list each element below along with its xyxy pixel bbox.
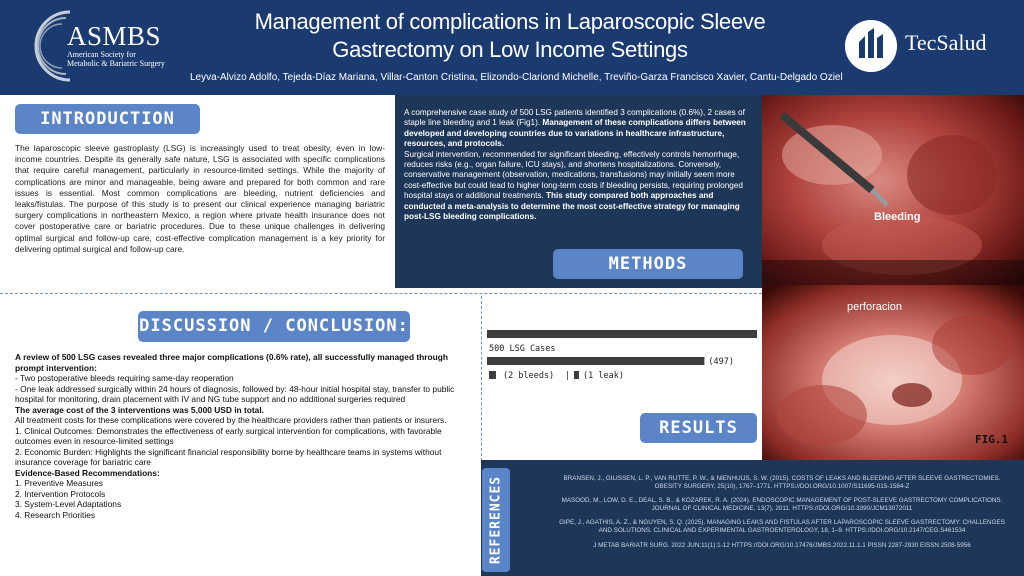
reference-item: MASOOD, M., LOW, D. E., DEAL, S. B., & KOZAREK, R. A. (2024). ENDOSCOPIC MANAGEMENT OF POST-SLEEVE GASTRECTOMY COMPLICATIONS. JOURNAL OF CLINICAL MEDICINE, 13(7), 2011. HTTPS://DOI.ORG/10.3390/JCM13072011 <box>561 497 1003 512</box>
tecsalud-wordmark: TecSalud <box>905 30 987 55</box>
horizontal-divider <box>0 293 762 294</box>
methods-heading: METHODS <box>553 249 743 279</box>
recommendations-heading: Evidence-Based Recommendations: <box>15 467 160 478</box>
tecsalud-emblem-icon <box>845 20 897 72</box>
reference-item: J METAB BARIATR SURG. 2022 JUN;11(1):1-12 HTTPS://DOI.ORG/10.17476/JMBS.2022.11.1.1 PISSN 2287-2930 EISSN 2508-5956 <box>593 541 971 549</box>
recommendation-item: 3. System-Level Adaptations <box>15 499 122 509</box>
introduction-text: The laparoscopic sleeve gastroplasty (LSG) is increasingly used to treat obesity, even in low-income countries. Despite its generally safe nature, LSG is associated with specific complications that require careful management, particularly in resource-limited settings. While the majority of complications are minor and manageable, being aware and prepared for both common and rare issues is essential. Most common complications are bleeding, nutrient deficiencies and leaks/fistulas. The purpose of this study is to present our clinical experience managing bariatric surgery complications in northeastern Mexico, a region where private health insurance does not cover postoperative care or bariatric procedures. Due to these unique challenges in delivering optimal surgical and follow-up care, cost-effective complication management is a key priority for delivering optimal surgical and follow-up care. <box>15 143 385 254</box>
recommendation-item: 4. Research Priorities <box>15 509 96 520</box>
methods-p2-bold: This study compared both approaches and conducted a meta-analysis to determine the most cost-effective strategy for managing post-LSG bleeding complications. <box>404 191 740 222</box>
asmbs-name: ASMBS <box>67 21 162 51</box>
asmbs-line2: Metabolic & Bariatric Surgery <box>67 59 165 68</box>
discussion-heading: DISCUSSION / CONCLUSION: <box>138 311 410 342</box>
discussion-bullet-1: - Two postoperative bleeds requiring same-day reoperation <box>15 373 234 383</box>
bleeding-surgical-photo <box>762 95 1024 285</box>
bleeding-label: Bleeding <box>874 211 921 223</box>
asmbs-wordmark <box>67 22 165 68</box>
discussion-bullet-2: - One leak addressed surgically within 24 hours of diagnosis, followed by: 48-hour initial hospital stay, transfer to public hospital for monitoring, drain placement with IV and NG tube support and no additional surgeries required <box>15 383 455 404</box>
poster-header <box>0 0 1024 95</box>
legend-swatch-leak <box>574 371 579 379</box>
methods-p1: A comprehensive case study of 500 LSG patients identified 3 complications (0.6%), 2 cases of staple line bleeding and 1 leak (Fig1). <box>404 108 745 128</box>
recommendation-item: 1. Preventive Measures <box>15 478 103 488</box>
legend-leak: (1 leak) <box>583 371 624 381</box>
asmbs-line1: American Society for <box>67 50 136 59</box>
chart-title: 500 LSG Cases <box>489 344 556 354</box>
recommendation-item: 2. Intervention Protocols <box>15 488 106 499</box>
bar-uncomplicated <box>487 357 704 365</box>
discussion-body <box>15 352 470 520</box>
reference-item: BRANSEN, J., GILISSEN, L. P., VAN RUTTE, P. W., & NIENHUIJS, S. W. (2015). COSTS OF LEAKS AND BLEEDING AFTER SLEEVE GASTRECTOMIES. OBESITY SURGERY, 25(10), 1767–1771. HTTPS://DOI.ORG/10.1007/S11695-015-1584-Z <box>563 475 1001 490</box>
discussion-lead: A review of 500 LSG cases revealed three major complications (0.6% rate), all successfully managed through prompt intervention: <box>15 352 449 373</box>
methods-text <box>404 108 754 222</box>
figure-caption: FIG.1 <box>975 433 1009 446</box>
bar-total <box>487 330 757 338</box>
perforation-label: perforacion <box>847 301 903 313</box>
discussion-cost-text: All treatment costs for these complications were covered by the healthcare providers rather than patients or insurers. <box>15 415 447 425</box>
references-list <box>552 475 1012 556</box>
results-chart <box>487 330 759 390</box>
introduction-heading: INTRODUCTION <box>15 104 200 134</box>
reference-item: GIPE, J., AGATHIS, A. Z., & NGUYEN, S. Q. (2025). MANAGING LEAKS AND FISTULAS AFTER LAPAROSCOPIC SLEEVE GASTRECTOMY: CHALLENGES AND SOLUTIONS. CLINICAL AND EXPERIMENTAL GASTROENTEROLOGY, 18, 1–9. HTTPS://DOI.ORG/10.2147/CEG.S461534 <box>559 519 1005 534</box>
legend-swatch-bleeds <box>489 371 496 379</box>
methods-p2: Surgical intervention, recommended for significant bleeding, effectively controls hemorrhage, reduces risks (e.g., organ failure, ICU stays), and shortens hospitalizations. Conversely, conservative management (observation, medications, transfusions) may initially seem more cost-effective but could lead to higher long-term costs if bleeding persists, requiring prolonged hospital stays or additional treatments. <box>404 149 743 201</box>
results-heading: RESULTS <box>640 413 757 443</box>
poster-title: Management of complications in Laparoscopic Sleeve Gastrectomy on Low Income Settings <box>254 9 766 62</box>
author-list: Leyva-Alvizo Adolfo, Tejeda-Díaz Mariana, Villar-Canton Cristina, Elizondo-Clariond Michelle, Treviño-Garza Francisco Xavier, Cantu-Delgado Oziel <box>190 72 843 83</box>
methods-p1-bold: Management of these complications differs between developed and developing countries due to variations in healthcare infrastructure, resources, and protocols. <box>404 118 746 149</box>
discussion-outcome-2: 2. Economic Burden: Highlights the significant financial responsibility borne by healthcare teams in systems without insurance coverage for bariatric care <box>15 446 442 467</box>
legend-bleeds: (2 bleeds) <box>503 371 555 381</box>
discussion-outcome-1: 1. Clinical Outcomes: Demonstrates the effectiveness of early surgical intervention for complications, with favorable outcomes even in resource-limited settings <box>15 425 442 446</box>
bar-uncomplicated-label: (497) <box>708 357 734 367</box>
discussion-cost: The average cost of the 3 interventions was 5,000 USD in total. <box>15 404 264 415</box>
references-heading: REFERENCES <box>488 475 504 565</box>
vertical-divider <box>481 296 482 466</box>
references-label <box>482 468 510 572</box>
legend-separator: | <box>565 371 571 381</box>
